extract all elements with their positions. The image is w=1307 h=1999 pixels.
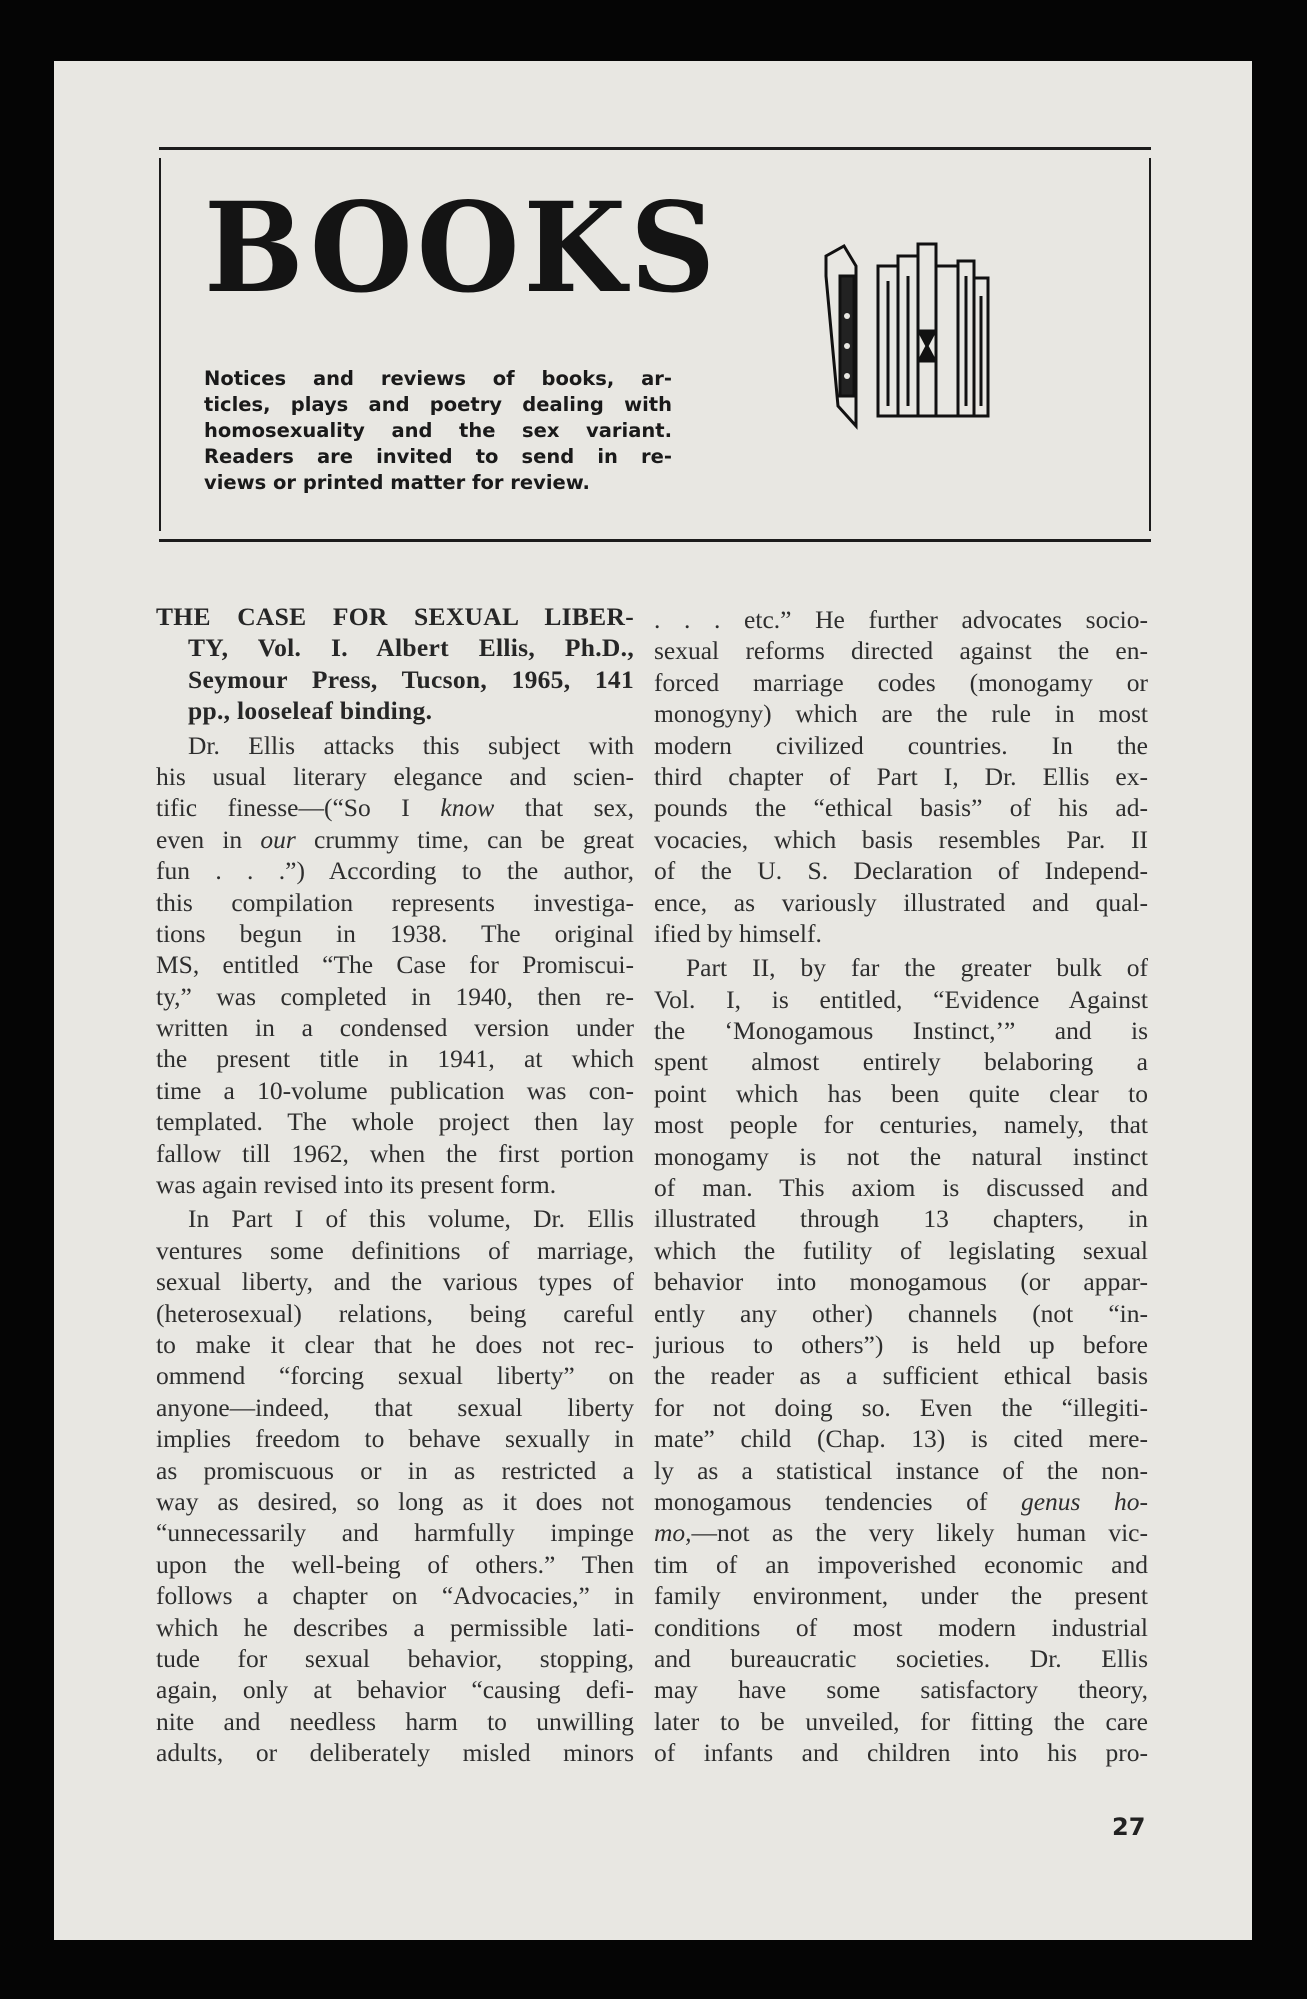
left-column bbox=[156, 601, 634, 1768]
text-run: ty,” was completed in 1940, then re- bbox=[156, 981, 634, 1011]
text-run: ventures some definitions of marriage, bbox=[156, 1235, 634, 1265]
text-line bbox=[156, 1106, 634, 1137]
text-line bbox=[654, 792, 1148, 823]
text-run: written in a condensed version under bbox=[156, 1013, 634, 1043]
text-line bbox=[654, 1203, 1148, 1234]
text-line bbox=[156, 1360, 634, 1391]
notice-line: Readers are invited to send in re- bbox=[204, 445, 672, 468]
text-line bbox=[156, 1674, 634, 1705]
text-run: behavior into monogamous (or appar- bbox=[654, 1267, 1148, 1297]
text-run: Part II, by far the greater bulk of bbox=[686, 953, 1148, 983]
text-run: which the futility of legislating sexual bbox=[654, 1235, 1148, 1265]
text-line bbox=[654, 1549, 1148, 1580]
text-run: conditions of most modern industrial bbox=[654, 1612, 1148, 1642]
text-line bbox=[156, 1392, 634, 1423]
section-notice bbox=[204, 366, 672, 496]
text-run: time a 10-volume publication was con- bbox=[156, 1075, 634, 1105]
section-title: BOOKS bbox=[204, 174, 720, 321]
text-run: follows a chapter on “Advocacies,” in bbox=[156, 1581, 634, 1611]
text-run: —not as the very likely human vic- bbox=[691, 1518, 1148, 1548]
left-column-body bbox=[156, 730, 634, 1769]
notice-line: homosexuality and the sex variant. bbox=[204, 419, 672, 442]
review-paragraph bbox=[654, 952, 1148, 1768]
text-run: tude for sexual behavior, stopping, bbox=[156, 1643, 634, 1673]
text-run: which he describes a permissible lati- bbox=[156, 1612, 634, 1642]
text-line bbox=[654, 1235, 1148, 1266]
text-line bbox=[654, 824, 1148, 855]
text-line bbox=[654, 1423, 1148, 1454]
text-line bbox=[654, 1706, 1148, 1737]
text-line bbox=[156, 1012, 634, 1043]
text-line bbox=[654, 952, 1148, 983]
text-line bbox=[654, 984, 1148, 1015]
text-run: the ‘Monogamous Instinct,’” and is bbox=[654, 1016, 1148, 1046]
text-line bbox=[156, 1075, 634, 1106]
text-run: mate” child (Chap. 13) is cited mere- bbox=[654, 1424, 1148, 1454]
text-run: this compilation represents investiga- bbox=[156, 887, 634, 917]
text-line bbox=[156, 1235, 634, 1266]
text-line bbox=[156, 1043, 634, 1074]
text-line bbox=[156, 824, 634, 855]
text-run: monogamous tendencies of bbox=[654, 1486, 1021, 1516]
header-bottom-rule bbox=[159, 539, 1151, 542]
text-line bbox=[156, 918, 634, 949]
text-line bbox=[156, 730, 634, 761]
italic-text-run: genus ho- bbox=[1020, 1486, 1148, 1516]
text-line bbox=[654, 1298, 1148, 1329]
text-run: of infants and children into his pro- bbox=[654, 1738, 1148, 1768]
text-run: (heterosexual) relations, being careful bbox=[156, 1298, 634, 1328]
text-line bbox=[156, 1298, 634, 1329]
header-right-rule bbox=[1149, 158, 1151, 531]
text-run: fallow till 1962, when the first portion bbox=[156, 1138, 634, 1168]
text-line bbox=[654, 1109, 1148, 1140]
review-title-line: Seymour Press, Tucson, 1965, 141 bbox=[188, 664, 634, 694]
review-title-line: THE CASE FOR SEXUAL LIBER- bbox=[156, 602, 634, 631]
text-run: modern civilized countries. In the bbox=[654, 730, 1148, 760]
text-line bbox=[654, 1580, 1148, 1611]
notice-line: Notices and reviews of books, ar- bbox=[204, 367, 672, 390]
text-line bbox=[156, 1423, 634, 1454]
text-run: even in bbox=[156, 824, 261, 854]
text-line bbox=[156, 1329, 634, 1360]
text-run: that sex, bbox=[494, 793, 635, 823]
text-run: of the U. S. Declaration of Independ- bbox=[654, 856, 1148, 886]
text-run: . . . etc.” He further advocates socio- bbox=[654, 605, 1148, 634]
text-line bbox=[654, 1737, 1148, 1768]
italic-text-run: know bbox=[440, 793, 495, 823]
review-paragraph bbox=[654, 604, 1148, 949]
text-line bbox=[156, 1266, 634, 1297]
text-line bbox=[654, 855, 1148, 886]
text-line bbox=[654, 1015, 1148, 1046]
text-line bbox=[156, 887, 634, 918]
text-run: vocacies, which basis resembles Par. II bbox=[654, 824, 1148, 854]
text-line bbox=[156, 1737, 634, 1768]
text-run: later to be unveiled, for fitting the care bbox=[654, 1706, 1148, 1736]
text-line bbox=[654, 604, 1148, 635]
text-run: ommend “forcing sexual liberty” on bbox=[156, 1361, 634, 1391]
text-run: point which has been quite clear to bbox=[654, 1078, 1148, 1108]
notice-line: views or printed matter for review. bbox=[204, 471, 590, 494]
text-run: fun . . .”) According to the author, bbox=[156, 856, 634, 886]
text-run: tific finesse—(“So I bbox=[156, 793, 441, 823]
header-top-rule bbox=[159, 147, 1151, 150]
text-run: sexual liberty, and the various types of bbox=[156, 1267, 634, 1297]
text-run: as promiscuous or in as restricted a bbox=[156, 1455, 634, 1485]
text-run: tions begun in 1938. The original bbox=[156, 918, 634, 948]
text-run: ified by himself. bbox=[654, 918, 822, 948]
text-run: forced marriage codes (monogamy or bbox=[654, 667, 1148, 697]
text-line bbox=[156, 1580, 634, 1611]
text-line bbox=[654, 1486, 1148, 1517]
text-line bbox=[156, 1138, 634, 1169]
text-line bbox=[654, 1517, 1148, 1548]
text-line bbox=[156, 1486, 634, 1517]
text-run: monogamy is not the natural instinct bbox=[654, 1141, 1148, 1171]
text-run: for not doing so. Even the “illegiti- bbox=[654, 1392, 1148, 1422]
text-run: to make it clear that he does not rec- bbox=[156, 1329, 634, 1359]
text-run: family environment, under the present bbox=[654, 1581, 1148, 1611]
text-line bbox=[654, 667, 1148, 698]
review-title bbox=[156, 601, 634, 727]
text-run: implies freedom to behave sexually in bbox=[156, 1424, 634, 1454]
text-run: his usual literary elegance and scien- bbox=[156, 761, 634, 791]
notice-line: ticles, plays and poetry dealing with bbox=[204, 393, 672, 416]
text-run: of man. This axiom is discussed and bbox=[654, 1173, 1148, 1203]
italic-text-run: our bbox=[260, 824, 296, 854]
books-on-shelf-icon bbox=[816, 236, 1011, 431]
review-title-line: TY, Vol. I. Albert Ellis, Ph.D., bbox=[188, 633, 634, 663]
text-run: nite and needless harm to unwilling bbox=[156, 1706, 634, 1736]
text-line bbox=[654, 1643, 1148, 1674]
text-line bbox=[654, 1046, 1148, 1077]
text-line bbox=[654, 1612, 1148, 1643]
text-run: In Part I of this volume, Dr. Ellis bbox=[188, 1204, 634, 1234]
text-run: was again revised into its present form. bbox=[156, 1170, 557, 1200]
text-line bbox=[654, 1078, 1148, 1109]
text-run: jurious to others”) is held up before bbox=[654, 1329, 1148, 1359]
text-line bbox=[156, 1169, 634, 1200]
italic-text-run: mo, bbox=[654, 1518, 692, 1548]
text-run: the present title in 1941, at which bbox=[156, 1044, 634, 1074]
text-run: adults, or deliberately misled minors bbox=[156, 1738, 634, 1768]
text-line bbox=[654, 1392, 1148, 1423]
text-run: most people for centuries, namely, that bbox=[654, 1110, 1148, 1140]
text-line bbox=[156, 792, 634, 823]
text-run: and bureaucratic societies. Dr. Ellis bbox=[654, 1643, 1148, 1673]
text-line bbox=[156, 761, 634, 792]
text-run: crummy time, can be great bbox=[295, 824, 634, 854]
text-run: may have some satisfactory theory, bbox=[654, 1675, 1148, 1705]
text-line bbox=[654, 887, 1148, 918]
text-run: ly as a statistical instance of the non- bbox=[654, 1455, 1148, 1485]
text-line bbox=[654, 761, 1148, 792]
text-line bbox=[654, 918, 1148, 949]
text-line bbox=[156, 1612, 634, 1643]
text-line bbox=[654, 1674, 1148, 1705]
text-run: templated. The whole project then lay bbox=[156, 1107, 634, 1137]
review-title-line: pp., looseleaf binding. bbox=[188, 696, 433, 726]
page-number: 27 bbox=[1112, 1813, 1146, 1841]
text-line bbox=[156, 855, 634, 886]
text-line bbox=[156, 1517, 634, 1548]
text-line bbox=[654, 635, 1148, 666]
text-run: ence, as variously illustrated and qual- bbox=[654, 887, 1148, 917]
text-run: ently any other) channels (not “in- bbox=[654, 1298, 1148, 1328]
text-run: spent almost entirely belaboring a bbox=[654, 1047, 1148, 1077]
text-line bbox=[156, 1203, 634, 1234]
text-line bbox=[156, 1643, 634, 1674]
text-line bbox=[654, 1329, 1148, 1360]
text-line bbox=[654, 1266, 1148, 1297]
text-run: third chapter of Part I, Dr. Ellis ex- bbox=[654, 761, 1148, 791]
review-paragraph bbox=[156, 1203, 634, 1768]
header-left-rule bbox=[159, 158, 161, 531]
text-line bbox=[654, 698, 1148, 729]
text-line bbox=[654, 1141, 1148, 1172]
text-run: Dr. Ellis attacks this subject with bbox=[188, 730, 634, 760]
text-run: MS, entitled “The Case for Promiscui- bbox=[156, 950, 634, 980]
text-line bbox=[156, 1706, 634, 1737]
review-paragraph bbox=[156, 730, 634, 1201]
text-line bbox=[654, 1172, 1148, 1203]
text-run: Vol. I, is entitled, “Evidence Against bbox=[654, 984, 1148, 1014]
text-run: anyone—indeed, that sexual liberty bbox=[156, 1392, 634, 1422]
text-run: again, only at behavior “causing defi- bbox=[156, 1675, 634, 1705]
right-column-body bbox=[654, 604, 1148, 1768]
text-run: pounds the “ethical basis” of his ad- bbox=[654, 793, 1148, 823]
text-line bbox=[654, 1360, 1148, 1391]
text-run: sexual reforms directed against the en- bbox=[654, 636, 1148, 666]
text-run: tim of an impoverished economic and bbox=[654, 1549, 1148, 1579]
text-run: way as desired, so long as it does not bbox=[156, 1486, 634, 1516]
text-line bbox=[156, 949, 634, 980]
text-run: “unnecessarily and harmfully impinge bbox=[156, 1518, 634, 1548]
right-column bbox=[654, 601, 1148, 1768]
text-line bbox=[156, 1549, 634, 1580]
text-run: upon the well-being of others.” Then bbox=[156, 1549, 634, 1579]
text-run: the reader as a sufficient ethical basis bbox=[654, 1361, 1148, 1391]
text-run: monogyny) which are the rule in most bbox=[654, 699, 1148, 729]
text-line bbox=[654, 730, 1148, 761]
text-run: illustrated through 13 chapters, in bbox=[654, 1204, 1148, 1234]
magazine-page bbox=[54, 61, 1252, 1940]
text-line bbox=[156, 1455, 634, 1486]
text-line bbox=[156, 981, 634, 1012]
text-line bbox=[654, 1455, 1148, 1486]
